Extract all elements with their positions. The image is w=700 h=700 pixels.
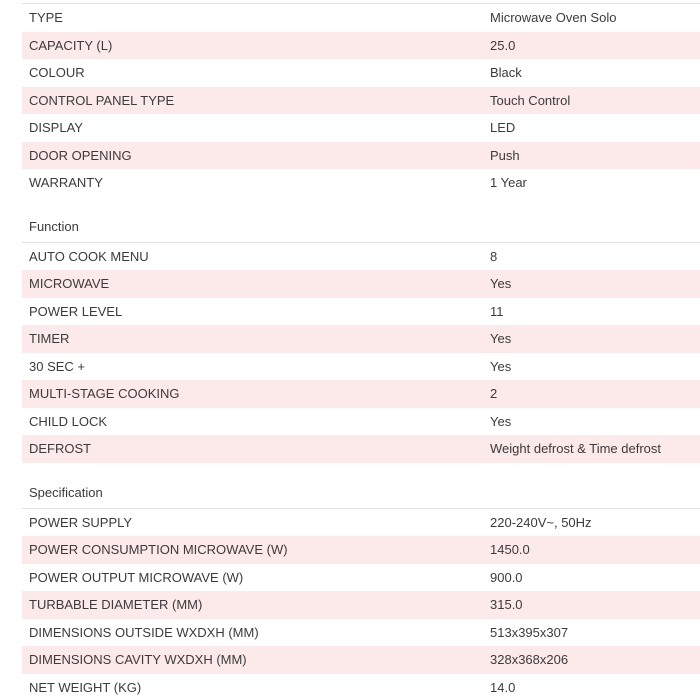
spec-value: 2 xyxy=(490,386,498,402)
section-title: Specification xyxy=(29,484,103,500)
spec-value: Yes xyxy=(490,276,512,292)
spec-sections-container xyxy=(22,3,700,700)
spec-value: Black xyxy=(490,65,522,81)
spec-label: DEFROST xyxy=(29,441,92,457)
spec-label: DOOR OPENING xyxy=(29,147,132,163)
spec-label: CAPACITY (L) xyxy=(29,37,113,53)
table-row xyxy=(22,114,700,142)
spec-value: 220-240V~, 50Hz xyxy=(490,514,592,530)
spec-label: AUTO COOK MENU xyxy=(29,248,149,264)
table-row xyxy=(22,169,700,197)
spec-label: POWER LEVEL xyxy=(29,303,123,319)
table-row xyxy=(22,270,700,298)
spec-value: 315.0 xyxy=(490,597,523,613)
table-row xyxy=(22,142,700,170)
table-row xyxy=(22,674,700,700)
spec-value: 900.0 xyxy=(490,569,523,585)
table-row xyxy=(22,646,700,674)
spec-label: DISPLAY xyxy=(29,120,83,136)
spec-label: COLOUR xyxy=(29,65,85,81)
spec-label: POWER CONSUMPTION MICROWAVE (W) xyxy=(29,542,288,558)
spec-table xyxy=(22,242,700,463)
spec-value: 1 Year xyxy=(490,175,527,191)
table-row xyxy=(22,32,700,60)
spec-value: Yes xyxy=(490,358,512,374)
spec-value: Yes xyxy=(490,331,512,347)
spec-label: POWER SUPPLY xyxy=(29,514,133,530)
spec-label: DIMENSIONS OUTSIDE WXDXH (MM) xyxy=(29,624,259,640)
table-row xyxy=(22,435,700,463)
spec-label: POWER OUTPUT MICROWAVE (W) xyxy=(29,569,244,585)
spec-value: Microwave Oven Solo xyxy=(490,10,617,26)
spec-value: 8 xyxy=(490,248,498,264)
spec-value: 513x395x307 xyxy=(490,624,569,640)
table-row xyxy=(22,564,700,592)
spec-value: 25.0 xyxy=(490,37,516,53)
spec-value: Push xyxy=(490,147,520,163)
section-title: Function xyxy=(29,218,79,234)
spec-label: MICROWAVE xyxy=(29,276,110,292)
table-row xyxy=(22,59,700,87)
spec-value: LED xyxy=(490,120,516,136)
spec-value: 1450.0 xyxy=(490,542,530,558)
spec-label: WARRANTY xyxy=(29,175,103,191)
table-row xyxy=(22,619,700,647)
spec-label: CONTROL PANEL TYPE xyxy=(29,92,175,108)
table-row xyxy=(22,536,700,564)
table-row xyxy=(22,4,700,32)
spec-label: 30 SEC + xyxy=(29,358,86,374)
spec-label: MULTI-STAGE COOKING xyxy=(29,386,180,402)
table-row xyxy=(22,408,700,436)
spec-label: TIMER xyxy=(29,331,70,347)
table-row xyxy=(22,298,700,326)
spec-label: TURBABLE DIAMETER (MM) xyxy=(29,597,203,613)
spec-label: NET WEIGHT (KG) xyxy=(29,679,142,695)
spec-table xyxy=(22,508,700,700)
spec-label: TYPE xyxy=(29,10,63,26)
table-row xyxy=(22,353,700,381)
table-row xyxy=(22,243,700,271)
table-row xyxy=(22,591,700,619)
table-row xyxy=(22,325,700,353)
spec-value: 14.0 xyxy=(490,679,516,695)
spec-value: Yes xyxy=(490,413,512,429)
table-row xyxy=(22,87,700,115)
spec-value: 328x368x206 xyxy=(490,652,569,668)
spec-value: 11 xyxy=(490,303,504,319)
table-row xyxy=(22,380,700,408)
spec-value: Touch Control xyxy=(490,92,571,108)
spec-label: CHILD LOCK xyxy=(29,413,108,429)
table-row xyxy=(22,509,700,537)
spec-label: DIMENSIONS CAVITY WXDXH (MM) xyxy=(29,652,247,668)
spec-value: Weight defrost & Time defrost xyxy=(490,441,661,457)
spec-table xyxy=(22,3,700,197)
